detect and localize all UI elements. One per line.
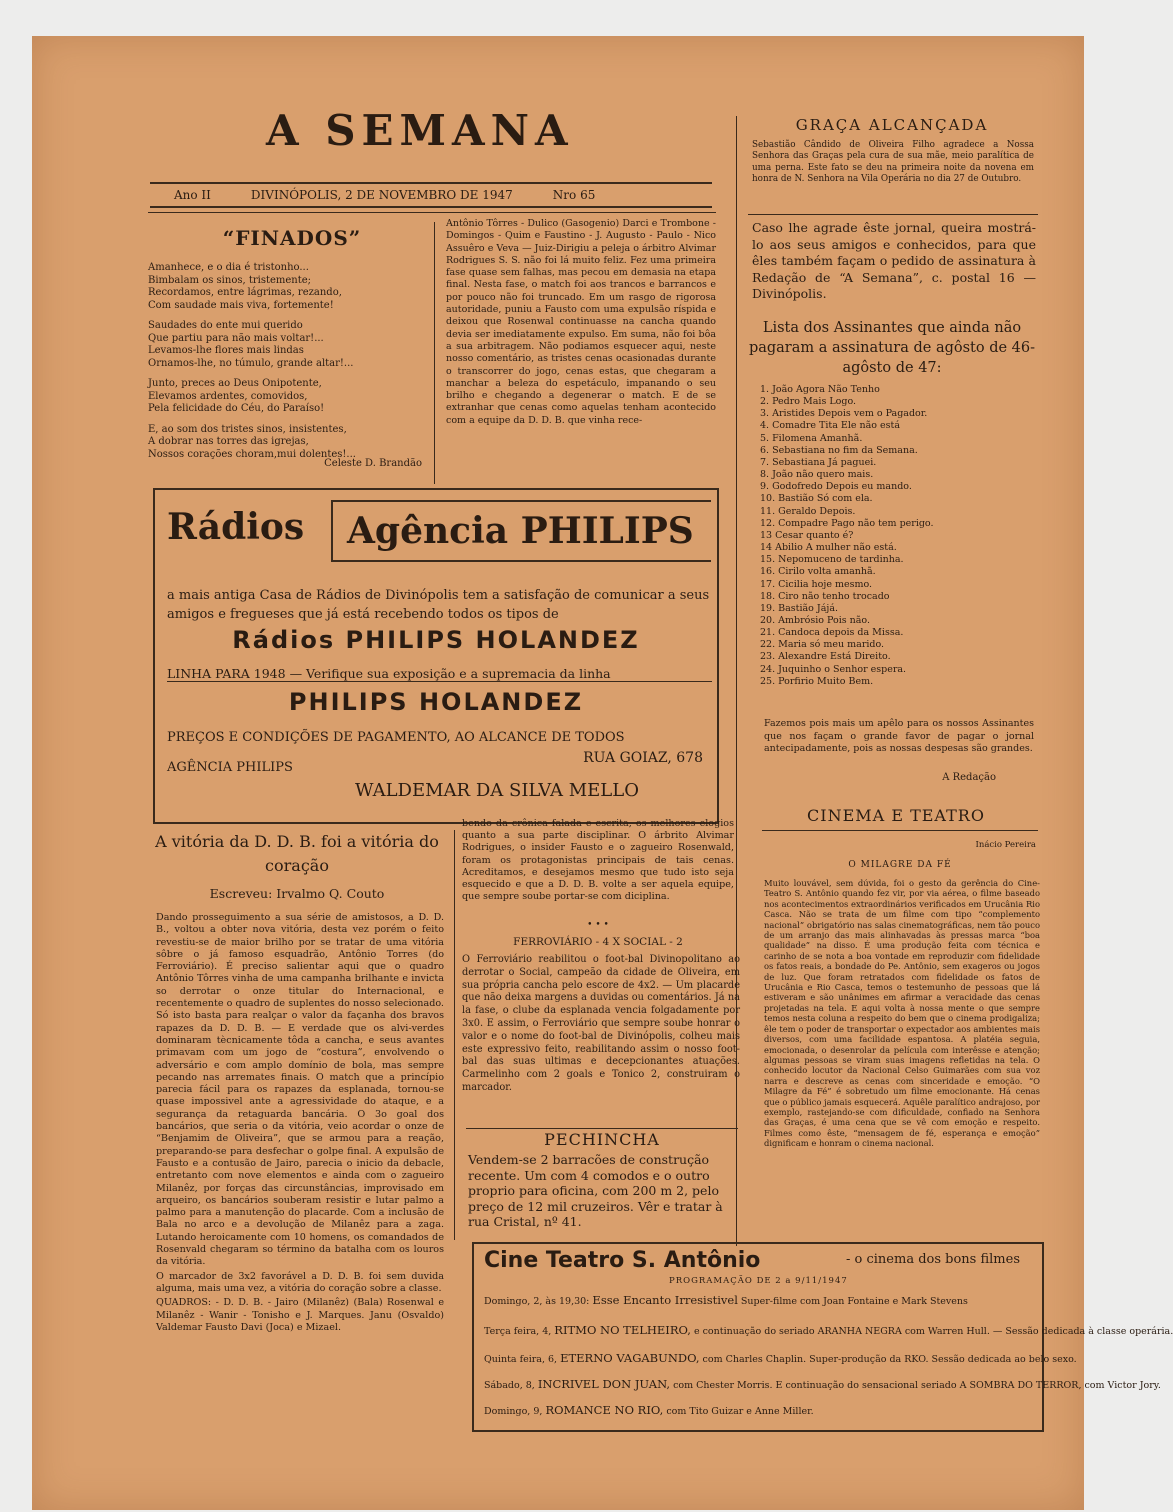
ad-precos: PREÇOS E CONDIÇÕES DE PAGAMENTO, AO ALCANCE DE TODOS	[167, 730, 625, 745]
ad-owner: WALDEMAR DA SILVA MELLO	[355, 780, 639, 801]
philips-advertisement	[153, 488, 719, 824]
list-item: 22. Maria só meu marido.	[760, 639, 885, 651]
program-note: com Chester Morris. E continuação do sensacional seriado A SOMBRA DO TERROR, com Victor Jory.	[673, 1380, 1161, 1391]
list-item: 24. Juquinho o Senhor espera.	[760, 663, 907, 675]
ad-intro: a mais antiga Casa de Rádios de Divinópolis tem a satisfação de comunicar a seus amigos e fregueses que já está recebendo todos os tipos de	[167, 588, 710, 622]
program-note: com Tito Guizar e Anne Miller.	[666, 1406, 814, 1417]
list-item: 23. Alexandre Está Direito.	[760, 651, 891, 663]
list-item: 9. Godofredo Depois eu mando.	[760, 481, 912, 493]
program-film: Esse Encanto Irresistivel	[592, 1293, 738, 1307]
list-item: 12. Compadre Pago não tem perigo.	[760, 517, 934, 529]
finados-poem	[148, 262, 428, 462]
ferroviario-body: O Ferroviário reabilitou o foot-bal Divinopolitano ao derrotar o Social, campeão da cidade de Oliveira, em sua própria cancha pelo escore de 4x2. — Um placarde que não deixa margens a duvidas ou comentários. Já na la fase, o clube da esplanada vencia folgadamente por 3x0. E assim, o Ferroviário que sempre soube honrar o valor e o nome do foot-bal de Divinópolis, colheu mais este expressivo feito, reabilitando assim o nosso foot-bal das suas ultimas e decepcionantes atuações. Carmelinho com 2 goals e Tonico 2, construiram o marcador.	[462, 954, 740, 1093]
masthead-title: A SEMANA	[266, 106, 574, 155]
list-item: 15. Nepomuceno de tardinha.	[760, 554, 904, 566]
list-item: 19. Bastião Jájá.	[760, 602, 839, 614]
cinema-title: CINEMA E TEATRO	[807, 806, 985, 825]
poem-stanza: Saudades do ente mui querido Que partiu para não mais voltar!... Levamos-lhe flores mais lindas Ornamos-lhe, no túmulo, grande altar!...	[148, 320, 354, 369]
vitoria-score: O marcador de 3x2 favorável a D. D. B. foi sem duvida alguma, mais uma vez, a vitória do coração sobre a classe.	[156, 1270, 444, 1294]
program-film: ETERNO VAGABUNDO,	[560, 1351, 700, 1365]
dateline-text: DIVINÓPOLIS, 2 DE NOVEMBRO DE 1947	[250, 188, 513, 202]
program-day: Quinta feira, 6,	[484, 1354, 558, 1365]
debtors-list-title: Lista dos Assinantes que ainda não pagaram a assinatura de agôsto de 46-agôsto de 47:	[748, 320, 1036, 376]
cine-title: Cine Teatro S. Antônio	[484, 1248, 761, 1273]
list-item: 1. João Agora Não Tenho	[760, 384, 880, 395]
program-note: Super-filme com Joan Fontaine e Mark Stevens	[740, 1296, 968, 1307]
ad-agencia-footer: AGÊNCIA PHILIPS	[167, 760, 293, 775]
list-item: 25. Porfirio Muito Bem.	[760, 675, 874, 687]
column-rule	[434, 222, 435, 484]
list-item: 13 Cesar quanto é?	[760, 529, 854, 541]
list-item: 5. Filomena Amanhã.	[760, 432, 863, 444]
divider	[748, 214, 1038, 215]
ferroviario-title: FERROVIÁRIO - 4 X SOCIAL - 2	[513, 936, 683, 948]
program-day: Domingo, 2, às 19,30:	[484, 1296, 590, 1307]
ad-radios: Rádios	[167, 506, 305, 548]
ad-brand-philips: PHILIPS HOLANDEZ	[288, 688, 584, 716]
finados-author: Celeste D. Brandão	[324, 458, 422, 469]
cine-slogan: - o cinema dos bons filmes	[846, 1252, 1020, 1267]
program-film: INCRIVEL DON JUAN,	[537, 1377, 671, 1391]
vitoria-text: Dando prosseguimento a sua série de amistosos, a D. D. B., voltou a obter nova vitória, desta vez porém o feito revestiu-se de maior brilho por se tratar de uma vitória sôbre o já famoso esquadrão, Antônio Torres (do Ferroviário). É preciso salientar aqui que o quadro Antônio Tôrres vinha de uma campanha brilhante e invicta so derrotar o onze titular do Internacional, e recentemente o quadro de suplentes do nosso selecionado. Só isto basta para realçar o valor da façanha dos bravos rapazes da D. D. B. — E verdade que os alvi-verdes dominaram tècnicamente tôda a cancha, e seus avantes primavam com um jogo de “costura”, envolvendo o adversário e com amplo domínio de bola, mas sempre pecando nas arremates finais. O match que a princípio parecia fácil para os rapazes da esplanada, tornou-se quase impossivel ante a agressividade do ataque, e a segurança da retaguarda bancária. O 3o goal dos bancários, que seria o da vitória, veio acordar o onze de “Benjamim de Oliveira”, que se armou para a reação, preparando-se para desfechar o golpe final. A expulsão de Fausto e a contusão de Jairo, parecia o inicio da debacle, entretanto com nove elementos e ainda com o zagueiro Milanêz, por forças das circunstâncias, improvisado em arqueiro, os bancários souberam resistir e lutar palmo a palmo para a manutenção do placarde. Com a inclusão de Bala no arco e a devolução de Milanêz para a zaga. Lutando heroicamente com 10 homens, os comandados de Rosenvald chegaram so término da batalha com os louros da vitória.	[156, 912, 444, 1268]
ad-address: RUA GOIAZ, 678	[583, 750, 703, 766]
ad-brand-radios: Rádios PHILIPS HOLANDEZ	[232, 626, 640, 654]
vitoria-byline: Escreveu: Irvalmo Q. Couto	[209, 886, 385, 901]
program-row	[484, 1377, 1161, 1392]
list-item: 8. João não quero mais.	[760, 469, 874, 481]
vitoria-lineups: QUADROS: - D. D. B. - Jairo (Milanêz) (Bala) Rosenwal e Milanêz - Wanir - Tonisho e J. Marques. Janu (Osvaldo) Valdemar Fausto Davi (Joca) e Mizael.	[156, 1297, 444, 1333]
poem-stanza: Amanhece, e o dia é tristonho... Bimbalam os sinos, tristemente; Recordamos, entre lágrimas, rezando, Com saudade mais viva, fortemente!	[148, 262, 342, 311]
program-note: com Charles Chaplin. Super-produção da RKO. Sessão dedicada ao belo sexo.	[702, 1354, 1077, 1365]
vitoria-body	[156, 912, 444, 1442]
year-label: Ano II	[174, 188, 211, 202]
poem-stanza: Junto, preces ao Deus Onipotente, Elevamos ardentes, comovidos, Pela felicidade do Céu, do Paraíso!	[148, 378, 325, 414]
program-film: RITMO NO TELHEIRO,	[554, 1323, 691, 1337]
program-row	[484, 1404, 1034, 1418]
list-item: 21. Candoca depois da Missa.	[760, 627, 904, 639]
divider	[762, 830, 1038, 831]
list-item: 10. Bastião Só com ela.	[760, 493, 873, 505]
finados-title: “FINADOS”	[222, 226, 362, 250]
column-rule	[454, 830, 455, 1240]
list-item: 7. Sebastiana Já paguei.	[760, 456, 877, 468]
separator-dots: • • •	[587, 920, 609, 930]
ad-agencia: Agência PHILIPS	[331, 500, 711, 562]
debtors-sign: A Redação	[942, 772, 996, 783]
poem-stanza: E, ao som dos tristes sinos, insistentes, A dobrar nas torres das igrejas, Nossos corações choram,mui dolentes!...	[148, 423, 356, 460]
program-note: e continuação do seriado ARANHA NEGRA com Warren Hull. — Sessão dedicada à classe operária.	[693, 1326, 1173, 1337]
dateline-bar	[150, 182, 712, 208]
program-row	[484, 1323, 1173, 1338]
subscription-note: Caso lhe agrade êste jornal, queira mostrá-lo aos seus amigos e conhecidos, para que êles também façam o pedido de assinatura à Redação de “A Semana”, c. postal 16 — Divinópolis.	[752, 220, 1036, 301]
cine-teatro-advertisement	[472, 1242, 1173, 1432]
list-item: 16. Cirilo volta amanhã.	[760, 566, 876, 578]
program-row	[484, 1351, 1077, 1366]
list-item: 3. Aristides Depois vem o Pagador.	[760, 408, 928, 420]
program-day: Domingo, 9,	[484, 1406, 543, 1417]
list-item: 11. Geraldo Depois.	[760, 505, 856, 517]
list-item: 4. Comadre Tita Ele não está	[760, 420, 900, 432]
cinema-body: Muito louvável, sem dúvida, foi o gesto da gerência do Cine-Teatro S. Antônio quando fez vir, por via aérea, o filme baseado nos acontecimentos extraordinários verificados em Urucânia Rio Casca. Não se trata de um filme com tipo “complemento nacional” obrigatório nas salas cinematográficas, nem tão pouco de um arranjo das mais alinhavadas às pressas marca “boa qualidade” na disso. É uma produção feita com técnica e carinho de se nota a boa vontade em reproduzir com fidelidade os fatos reais, a bondade do Pe. Antônio, sem exageros ou jogos de luz. Que foram retratados com fidelidade os fatos de Urucânia e Rio Casca, temos o testemunho de pessoas que lá estiveram e são unânimes em afirmar a veracidade das cenas projetadas na tela. E aqui volta à nossa mente o que sempre temos nesta coluna a respeito do bem que o cinema prodigaliza; êle tem o poder de transportar o expectador aos ambientes mais diversos, com uma facilidade espantosa. A platéia seguia, emocionada, o desenrolar da película com interêsse e atenção; algumas pessoas se viram suas imagens refletidas na tela. O conhecido locutor da Nacional Celso Guimarães com sua voz narra e descreve as cenas com sinceridade e emoção. “O Milagre da Fé” é sobretudo um filme emocionante. Há cenas que o público jamais esquecerá. Aquêle paralítico andrajoso, por exemplo, rastejando-se com dificuldade, confiado na Senhora das Graças, é uma cena que se vê com emoção e respeito. Filmes como êste, “mensagem de fé, esperança e emoção” dignificam e honram o cinema nacional.	[764, 878, 1040, 1149]
list-item: 17. Cicilia hoje mesmo.	[760, 578, 873, 590]
program-day: Sábado, 8,	[484, 1380, 535, 1391]
graca-text: Sebastião Cândido de Oliveira Filho agradece a Nossa Senhora das Graças pela cura de sua mãe, meio paralítica de uma perna. Este fato se deu na primeira noite da novena em honra de N. Senhora na Vila Operária no dia 27 de Outubro.	[752, 140, 1034, 185]
program-day: Terça feira, 4,	[484, 1326, 552, 1337]
list-item: 6. Sebastiana no fim da Semana.	[760, 444, 918, 456]
list-item: 18. Ciro não tenho trocado	[760, 590, 890, 602]
issue-number: Nro 65	[552, 188, 596, 202]
debtors-list	[760, 384, 1000, 694]
football-article-continued: Antônio Tôrres - Dulico (Gasogenio) Darci e Trombone - Domingos - Quim e Faustino - J. Augusto - Paulo - Nico Assuêro e Veva — Juiz-Dirigiu a peleja o árbitro Alvimar Rodrigues S. S. não foi lá muito feliz. Fez uma primeira fase quase sem falhas, mas pecou em demasia na etapa final. Nesta fase, o match foi aos trancos e barrancos e por pouco não foi truncado. Em um rasgo de rigorosa autoridade, puniu a Fausto com uma expulsão ríspida e deixou que Rosenwal continuasse na cancha quando devia ser imediatamente expulso. Em suma, não foi bôa a sua arbitragem. Não podiamos esquecer aqui, neste nosso comentário, as tristes cenas ocasionadas durante o transcorrer do jogo, cenas estas, que chegaram a manchar a beleza do espetáculo, impanando o seu brilho e chegando a degenerar o match. E de se extranhar que cenas como aquelas tenham acontecido com a equipe da D. D. B. que vinha rece-	[446, 218, 716, 426]
vitoria-title: A vitória da D. D. B. foi a vitória do coração	[155, 832, 439, 875]
cinema-subtitle: O MILAGRE DA FÉ	[848, 860, 952, 870]
divider	[466, 1128, 738, 1129]
list-item: 2. Pedro Mais Logo.	[760, 396, 857, 408]
graca-title: GRAÇA ALCANÇADA	[795, 116, 989, 134]
cinema-author: Inácio Pereira	[975, 840, 1036, 850]
cronica-continued: bendo da crônica falada e escrita, os melhores elogios quanto a sua parte disciplinar. O árbrito Alvimar Rodrigues, o insider Fausto e o zagueiro Rosenwald, foram os protagonistas principais de tais cenas. Acreditamos, e desejamos mesmo que tudo isto seja esquecido e que a D. D. B. volte a ser aquela equipe, que sempre soube portar-se com diciplina.	[462, 818, 734, 903]
ad-linha: LINHA PARA 1948 — Verifique sua exposição e a supremacia da linha	[167, 666, 712, 682]
pechincha-body: Vendem-se 2 barracões de construção recente. Um com 4 comodos e o outro proprio para oficina, com 200 m 2, pelo preço de 12 mil cruzeiros. Vêr e tratar à rua Cristal, nº 41.	[468, 1152, 723, 1229]
pechincha-title: PECHINCHA	[544, 1130, 660, 1149]
list-item: 20. Ambrósio Pois não.	[760, 614, 871, 626]
program-film: ROMANCE NO RIO,	[545, 1403, 664, 1417]
cine-programacao: PROGRAMAÇÃO DE 2 a 9/11/1947	[669, 1276, 848, 1286]
debtors-appeal: Fazemos pois mais um apêlo para os nossos Assinantes que nos façam o grande favor de pagar o jornal antecipadamente, pois as nossas despesas são grandes.	[764, 718, 1034, 754]
divider	[148, 212, 716, 213]
program-row	[484, 1294, 1034, 1308]
list-item: 14 Abilio A mulher não está.	[760, 542, 897, 554]
